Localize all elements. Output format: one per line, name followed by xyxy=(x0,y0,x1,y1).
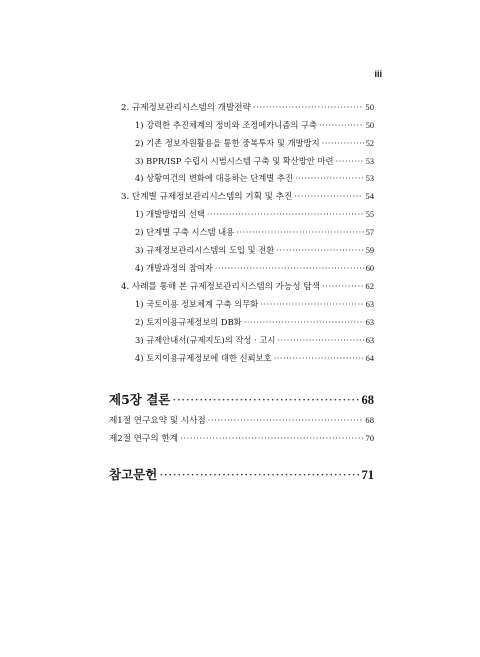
toc-entry-title: 3) 규제안내서(규제지도)의 작성 · 고시 xyxy=(135,335,276,345)
toc-entry[interactable] xyxy=(121,280,374,292)
dot-leader xyxy=(294,192,363,202)
toc-page-number: 50 xyxy=(365,121,374,130)
toc-page-number: 60 xyxy=(365,264,374,273)
toc-chapter[interactable] xyxy=(109,465,374,483)
toc-entry[interactable] xyxy=(135,172,374,184)
toc-entry-title: 제2절 연구의 한계 xyxy=(109,434,179,444)
toc-entry[interactable] xyxy=(135,208,374,220)
toc-entry[interactable] xyxy=(121,190,374,202)
dot-leader xyxy=(274,353,364,363)
toc-entry[interactable] xyxy=(109,432,374,444)
dot-leader xyxy=(236,227,363,237)
toc-entry-title: 4) 개발과정의 참여자 xyxy=(135,263,213,273)
toc-entry-title: 참고문헌 xyxy=(109,467,158,482)
dot-leader xyxy=(336,156,364,166)
toc-entry[interactable] xyxy=(135,137,374,149)
toc-page-number: 59 xyxy=(365,246,374,255)
toc-page-number: 71 xyxy=(361,468,374,482)
toc-page-number: 68 xyxy=(361,393,374,407)
toc-page-number: 62 xyxy=(365,281,374,291)
dot-leader xyxy=(180,434,363,444)
toc-page-number: 52 xyxy=(365,139,374,148)
toc-entry-title: 2. 규제정보관리시스템의 개발전략 xyxy=(121,103,251,113)
dot-leader xyxy=(260,299,363,309)
toc-entry-title: 1) 개발방법의 선택 xyxy=(135,209,205,219)
toc-entry-title: 4) 토지이용규제정보에 대한 신뢰보호 xyxy=(135,353,272,363)
dot-leader xyxy=(215,263,364,273)
toc-chapter[interactable] xyxy=(109,390,374,408)
toc-entry-title: 4. 사례를 통해 본 규제정보관리시스템의 가능성 탐색 xyxy=(121,282,320,292)
toc-page-number: 63 xyxy=(365,318,374,327)
dot-leader xyxy=(319,120,364,130)
toc-entry-title: 2) 기존 정보자원활용을 통한 중복투자 및 개발방지 xyxy=(135,138,320,148)
dot-leader xyxy=(172,392,359,407)
dot-leader xyxy=(322,138,364,148)
toc-entry-title: 1) 강력한 추진체계의 정비와 조정메카니즘의 구축 xyxy=(135,120,317,130)
page-numeral: iii xyxy=(374,69,382,79)
toc-entry-title: 2) 토지이용규제정보의 DB화 xyxy=(135,317,242,327)
toc-entry[interactable] xyxy=(135,262,374,274)
toc-page-number: 50 xyxy=(365,102,374,112)
toc-entry-title: 2) 단계별 구축 시스템 내용 xyxy=(135,227,235,237)
dot-leader xyxy=(244,317,364,327)
toc-entry[interactable] xyxy=(135,316,374,328)
toc-entry-title: 3) 규제정보관리시스템의 도입 및 전환 xyxy=(135,245,275,255)
toc-entry[interactable] xyxy=(135,298,374,310)
toc-entry[interactable] xyxy=(135,352,374,364)
dot-leader xyxy=(208,416,364,426)
toc-entry[interactable] xyxy=(109,414,374,426)
toc-page-number: 63 xyxy=(365,336,374,345)
toc-page-number: 68 xyxy=(365,415,374,425)
toc-page-number: 63 xyxy=(365,300,374,309)
toc-page-number: 55 xyxy=(365,210,374,219)
toc-entry-title: 3. 단계별 규제정보관리시스템의 기획 및 추진 xyxy=(121,192,293,202)
toc-entry[interactable] xyxy=(135,244,374,256)
dot-leader xyxy=(159,467,359,482)
dot-leader xyxy=(207,209,364,219)
toc-entry-title: 제1절 연구요약 및 시사점 xyxy=(109,416,206,426)
toc-entry-title: 4) 상황여건의 변화에 대응하는 단계별 추진 xyxy=(135,173,293,183)
toc-entry-title: 3) BPR/ISP 수립시 시범시스템 구축 및 확산방안 마련 xyxy=(135,156,334,166)
dot-leader xyxy=(277,335,363,345)
dot-leader xyxy=(276,245,363,255)
dot-leader xyxy=(322,282,363,292)
toc-page-number: 53 xyxy=(365,174,374,183)
toc-page-number: 54 xyxy=(365,191,374,201)
toc-page-number: 53 xyxy=(365,157,374,166)
dot-leader xyxy=(253,103,364,113)
toc-entry[interactable] xyxy=(121,101,374,113)
toc-entry[interactable] xyxy=(135,119,374,131)
toc-page-number: 57 xyxy=(365,228,374,237)
toc-entry-title: 제5장 결론 xyxy=(109,392,171,407)
toc-entry[interactable] xyxy=(135,226,374,238)
toc-entry[interactable] xyxy=(135,155,374,167)
dot-leader xyxy=(295,173,364,183)
toc-page-number: 64 xyxy=(365,354,374,363)
toc-entry[interactable] xyxy=(135,334,374,346)
toc-page-number: 70 xyxy=(365,433,374,443)
toc-entry-title: 1) 국토이용 정보체계 구축 의무화 xyxy=(135,299,259,309)
